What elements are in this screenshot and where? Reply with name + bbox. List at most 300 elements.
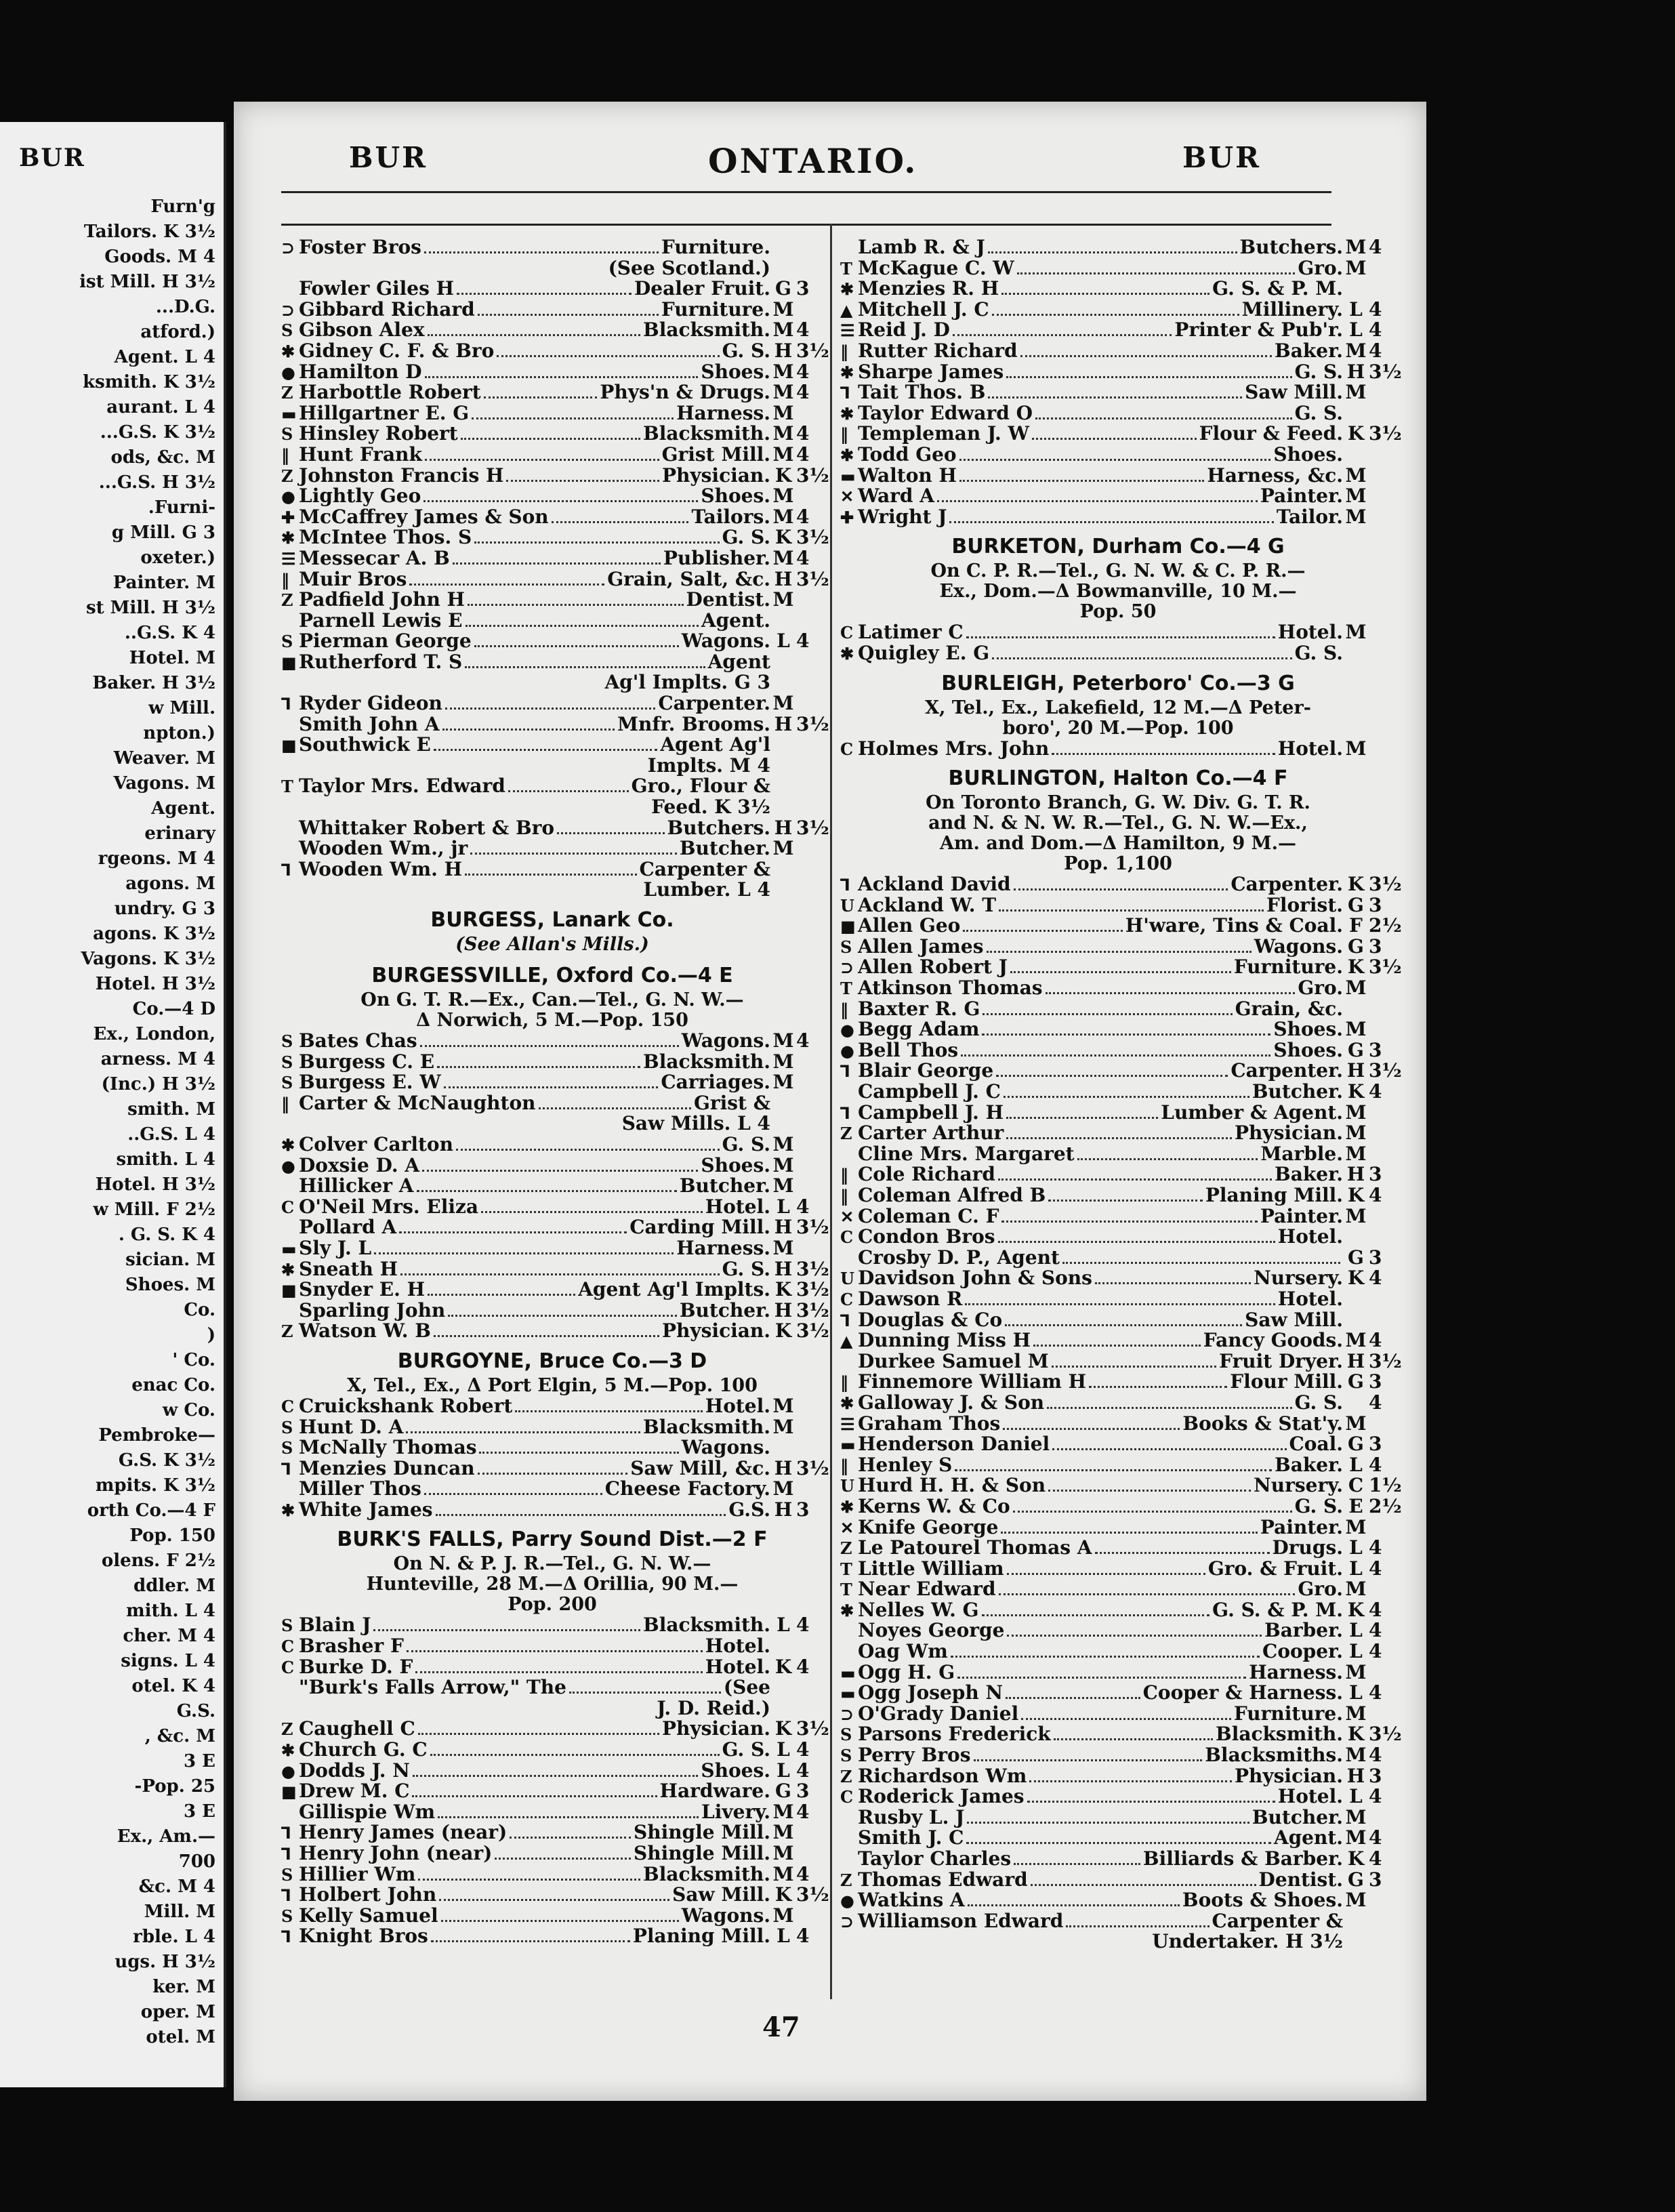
leader-dots — [413, 1775, 699, 1777]
credit-rating: L — [1349, 1640, 1363, 1663]
credit-rating: M — [1345, 485, 1367, 508]
credit-rating: L — [777, 1195, 790, 1218]
listing-name: Padfield John H — [299, 588, 465, 611]
listing-row — [840, 1268, 1396, 1289]
listing-name: McKague C. W — [858, 256, 1014, 279]
business-symbol-icon: ▬ — [840, 1435, 856, 1455]
credit-rating: M — [772, 837, 794, 860]
listing-name: Templeman J. W — [858, 422, 1029, 445]
listing-row — [840, 1723, 1402, 1746]
business-symbol-icon: ● — [281, 362, 295, 382]
pay-rating: 4 — [1369, 1785, 1382, 1808]
business-symbol-icon: C — [840, 739, 854, 759]
leader-dots — [1014, 1863, 1140, 1865]
listing-name: Taylor Charles — [858, 1847, 1012, 1870]
left-page-line: Furn'g — [150, 197, 215, 217]
left-page-line: atford.) — [140, 322, 215, 342]
credit-rating: G — [1348, 1868, 1364, 1891]
town-description: Pop. 200 — [508, 1594, 597, 1616]
listing-business: G. S. — [1294, 1494, 1343, 1517]
listing-business: Saw Mill, &c. — [630, 1456, 770, 1479]
left-page-line: undry. G 3 — [114, 899, 215, 919]
leader-dots — [1031, 1884, 1256, 1886]
leader-dots — [1004, 1096, 1249, 1098]
listing-name: Roderick James — [858, 1785, 1025, 1808]
listing-name: Nelles W. G — [858, 1598, 979, 1621]
leader-dots — [424, 1493, 602, 1495]
left-page-line: -Pop. 25 — [134, 1776, 215, 1797]
left-page-line: 3 E — [184, 1801, 215, 1822]
listing-row — [281, 693, 823, 714]
listing-row — [840, 1393, 1396, 1414]
town-description: Am. and Dom.—Δ Hamilton, 9 M.— — [940, 833, 1296, 855]
listing-business: Dentist. — [1258, 1868, 1343, 1891]
business-symbol-icon: ⅂ — [281, 1844, 291, 1864]
leader-dots — [409, 583, 604, 586]
listing-name: Harbottle Robert — [299, 381, 481, 404]
pay-rating: 4 — [1369, 1640, 1382, 1663]
pay-rating: 4 — [1369, 1536, 1382, 1559]
pay-rating: 4 — [1369, 1267, 1382, 1290]
credit-rating: K — [1347, 1184, 1365, 1206]
business-symbol-icon: ✕ — [840, 1206, 854, 1227]
listing-name: Smith John A — [299, 712, 440, 735]
listing-name: Rusby L. J — [858, 1805, 965, 1828]
left-page-line: npton.) — [143, 723, 215, 743]
pay-rating: 3½ — [796, 1319, 829, 1343]
listing-row — [840, 1040, 1396, 1061]
listing-row — [840, 382, 1396, 403]
business-symbol-icon: S — [281, 321, 293, 341]
leader-dots — [966, 1842, 1270, 1844]
town-description: boro', 20 M.—Pop. 100 — [1002, 717, 1234, 739]
business-symbol-icon: ▬ — [281, 403, 297, 424]
listing-row — [840, 1683, 1396, 1704]
listing-business: Gro. — [1298, 977, 1343, 1000]
listing-business: Planing Mill. — [632, 1925, 770, 1948]
listing-name: Whittaker Robert & Bro — [299, 816, 555, 839]
leader-dots — [996, 1075, 1228, 1077]
credit-rating: K — [1347, 422, 1365, 445]
listing-business: Drugs. — [1272, 1536, 1343, 1559]
listing-name: Allen James — [858, 935, 984, 958]
business-symbol-icon: ⅂ — [840, 1061, 850, 1082]
listing-row — [840, 1372, 1396, 1393]
listing-row — [840, 279, 1396, 300]
business-symbol-icon: ⅂ — [840, 1103, 850, 1123]
business-symbol-icon: ✱ — [840, 643, 854, 663]
leader-dots — [1013, 1511, 1292, 1513]
left-page-line: ...G.S. K 3½ — [100, 422, 215, 443]
town-description: Pop. 50 — [1079, 601, 1157, 623]
listing-name: Parsons Frederick — [858, 1723, 1051, 1746]
leader-dots — [428, 1294, 575, 1296]
credit-rating: M — [772, 1394, 794, 1417]
listing-name: McNally Thomas — [299, 1436, 477, 1459]
listing-business: Wagons. — [681, 1436, 770, 1459]
leader-dots — [1027, 1801, 1275, 1803]
town-heading: BURKETON, Durham Co.—4 G — [951, 535, 1285, 559]
credit-rating: L — [777, 630, 790, 653]
listing-business: Nursery. — [1254, 1267, 1343, 1290]
listing-business: Saw Mill. — [672, 1883, 770, 1906]
listing-row — [840, 956, 1402, 979]
leader-dots — [470, 853, 677, 855]
leader-dots — [999, 1593, 1296, 1595]
left-page-line: oxeter.) — [140, 548, 215, 568]
credit-rating: K — [1347, 1723, 1365, 1746]
leader-dots — [1007, 1635, 1262, 1637]
business-symbol-icon: ✱ — [281, 1500, 295, 1520]
pay-rating: 4 — [796, 1029, 810, 1052]
pay-rating: 4 — [1369, 1826, 1382, 1849]
listing-row — [281, 339, 829, 362]
listing-business: Hotel. — [705, 1195, 770, 1218]
listing-row — [281, 1657, 823, 1678]
credit-rating: C — [1348, 1474, 1364, 1497]
listing-name: Cruickshank Robert — [299, 1394, 513, 1417]
leader-dots — [420, 1045, 679, 1047]
listing-name: Finnemore William H — [858, 1370, 1087, 1393]
business-symbol-icon: ▲ — [840, 300, 853, 320]
leader-dots — [1001, 1221, 1257, 1223]
left-page-line: Hotel. H 3½ — [95, 974, 215, 994]
business-symbol-icon: ▬ — [840, 466, 856, 486]
credit-rating: K — [774, 1655, 792, 1678]
listing-name: Sparling John — [299, 1298, 446, 1322]
pay-rating: 4 — [1369, 1453, 1382, 1476]
listing-continuation: Saw Mills. L 4 — [621, 1112, 770, 1135]
listing-row — [281, 567, 829, 590]
listing-name: Little William — [858, 1557, 1004, 1580]
credit-rating: H — [774, 1257, 793, 1280]
header-rule-bottom — [281, 224, 1331, 226]
business-symbol-icon: ✱ — [840, 445, 854, 465]
listing-business: Painter. — [1260, 1204, 1343, 1227]
listing-business: Gro. — [1298, 256, 1343, 279]
pay-rating: 3½ — [796, 1883, 829, 1906]
pay-rating: 3 — [1369, 1764, 1382, 1787]
listing-row — [840, 643, 1396, 664]
left-page-line: smith. M — [127, 1099, 215, 1120]
listing-row — [281, 1093, 823, 1114]
business-symbol-icon: ‖ — [840, 424, 848, 445]
business-symbol-icon: ✕ — [840, 1517, 854, 1538]
listing-name: Campbell J. C — [858, 1080, 1001, 1103]
pay-rating: 4 — [1369, 298, 1382, 321]
leader-dots — [1062, 1262, 1340, 1264]
credit-rating: M — [772, 1071, 794, 1094]
listing-name: Southwick E — [299, 733, 431, 756]
listing-row — [281, 1155, 823, 1176]
listing-business: Blacksmith. — [643, 319, 770, 342]
credit-rating: M — [772, 485, 794, 508]
business-symbol-icon: ⅂ — [281, 1885, 291, 1906]
listing-row — [281, 526, 829, 549]
listing-business: Harness. — [676, 401, 770, 424]
listing-row — [281, 611, 823, 632]
listing-row — [281, 1031, 823, 1052]
business-symbol-icon: T — [281, 777, 293, 797]
listing-name: Henry James (near) — [299, 1821, 508, 1844]
pay-rating: 3 — [796, 1780, 810, 1803]
leader-dots — [982, 1614, 1210, 1616]
listing-name: Henley S — [858, 1453, 953, 1476]
listing-business: Shoes. — [701, 485, 770, 508]
listing-row — [840, 1890, 1396, 1911]
listing-row — [840, 937, 1396, 958]
business-symbol-icon: Z — [840, 1766, 852, 1786]
listing-business: Carriages. — [661, 1071, 770, 1094]
left-page-line: Vagons. K 3½ — [81, 949, 215, 969]
pay-rating: 4 — [796, 1738, 810, 1761]
credit-rating: K — [1347, 1847, 1365, 1870]
listing-business: Physician. — [1234, 1764, 1343, 1787]
pay-rating: 4 — [796, 1759, 810, 1782]
credit-rating: M — [772, 1904, 794, 1927]
left-page-line: ...D.G. — [155, 297, 215, 317]
leader-dots — [1048, 1200, 1203, 1202]
listing-name: Allen Robert J — [858, 956, 1008, 979]
listing-row — [281, 1216, 829, 1239]
credit-rating: M — [772, 298, 794, 321]
business-symbol-icon: Z — [840, 1124, 852, 1144]
listing-name: Hunt Frank — [299, 443, 422, 466]
pay-rating: 4 — [1369, 1329, 1382, 1352]
listing-name: Noyes George — [858, 1619, 1005, 1642]
pay-rating: 4 — [1369, 236, 1382, 258]
pay-rating: 3 — [1369, 1868, 1382, 1891]
listing-business: Livery. — [701, 1800, 770, 1823]
leader-dots — [510, 1837, 631, 1839]
credit-rating: L — [777, 1614, 790, 1637]
credit-rating: H — [774, 339, 793, 362]
leader-dots — [479, 1452, 678, 1454]
credit-rating: M — [772, 319, 794, 342]
listing-name: Doxsie D. A — [299, 1153, 420, 1176]
left-page-line: w Co. — [162, 1400, 215, 1420]
listing-row — [281, 1761, 823, 1782]
header-center: ONTARIO. — [708, 141, 918, 181]
listing-business: Grist Mill. — [661, 443, 770, 466]
leader-dots — [999, 909, 1264, 912]
listing-business: Gro. & Fruit. — [1207, 1557, 1343, 1580]
listing-name: Todd Geo — [858, 443, 957, 466]
business-symbol-icon: Z — [281, 1322, 293, 1342]
listing-business: G. S. — [722, 1738, 770, 1761]
listing-name: Taylor Mrs. Edward — [299, 775, 505, 798]
listing-business: Shoes. — [1273, 1018, 1343, 1041]
left-page-line: cher. M 4 — [123, 1626, 215, 1646]
leader-dots — [1052, 753, 1275, 755]
listing-name: Walton H — [858, 464, 957, 487]
listing-business: Painter. — [1260, 1515, 1343, 1538]
listing-business: Billiards & Barber. — [1142, 1847, 1343, 1870]
listing-business: Grain, &c. — [1235, 997, 1343, 1020]
listing-row — [840, 1849, 1396, 1870]
listing-row — [840, 1164, 1396, 1185]
credit-rating: M — [1345, 1826, 1367, 1849]
listing-name: Blair George — [858, 1059, 994, 1082]
listing-business: Baker. — [1275, 339, 1343, 362]
listing-row — [281, 424, 823, 445]
listing-name: Taylor Edward O — [858, 401, 1033, 424]
leader-dots — [1048, 1490, 1251, 1492]
leader-dots — [992, 657, 1291, 659]
business-symbol-icon: ☰ — [281, 548, 296, 569]
credit-rating: K — [1347, 1080, 1365, 1103]
listing-name: Wooden Wm., jr — [299, 837, 468, 860]
listing-name: Caughell C — [299, 1717, 415, 1740]
listing-name: Knife George — [858, 1515, 999, 1538]
listing-row — [840, 486, 1396, 507]
listing-business: Shoes. — [1273, 1038, 1343, 1061]
listing-name: Galloway J. & Son — [858, 1391, 1045, 1414]
business-symbol-icon: ▲ — [840, 1331, 853, 1351]
left-page-header: BUR — [19, 144, 85, 172]
listing-business: Publisher. — [663, 546, 770, 569]
pay-rating: 3 — [1369, 1246, 1382, 1269]
left-page-line: w Mill. — [148, 698, 215, 718]
listing-row — [840, 507, 1396, 528]
listing-row — [840, 1059, 1402, 1082]
credit-rating: M — [772, 692, 794, 715]
leader-dots — [434, 749, 658, 751]
pay-rating: 1½ — [1369, 1474, 1402, 1497]
leader-dots — [1089, 1386, 1227, 1388]
listing-name: Ogg Joseph N — [858, 1681, 1004, 1704]
business-symbol-icon: ⊃ — [840, 958, 854, 978]
left-page-line: Pembroke— — [98, 1425, 215, 1446]
column-left — [281, 236, 829, 1948]
leader-dots — [1006, 1137, 1232, 1139]
pay-rating: 4 — [1369, 1681, 1382, 1704]
listing-business: Grain, Salt, &c. — [607, 567, 770, 590]
listing-business: Grist & — [693, 1091, 770, 1114]
listing-row — [281, 1456, 829, 1479]
left-page-line: ugs. H 3½ — [115, 1952, 215, 1972]
leader-dots — [418, 1879, 640, 1881]
left-page-line: orth Co.—4 F — [87, 1500, 215, 1521]
credit-rating: G — [1348, 1246, 1364, 1269]
listing-name: Wright J — [858, 505, 947, 528]
pay-rating: 4 — [796, 381, 810, 404]
listing-row — [281, 464, 829, 487]
credit-rating: G — [1348, 1038, 1364, 1061]
listing-business: Hotel. — [1277, 1287, 1343, 1310]
business-symbol-icon: ✱ — [840, 362, 854, 382]
credit-rating: M — [1345, 1412, 1367, 1435]
credit-rating: K — [774, 1319, 792, 1343]
leader-dots — [949, 521, 1273, 523]
listing-name: Quigley E. G — [858, 641, 990, 664]
listing-business: Carpenter. — [1231, 1059, 1343, 1082]
leader-dots — [1003, 1428, 1180, 1430]
listing-row — [281, 1479, 823, 1500]
listing-name: Pierman George — [299, 630, 472, 653]
listing-row — [281, 1926, 823, 1947]
credit-rating: H — [774, 1498, 793, 1521]
listing-business: Harness. — [1249, 1660, 1343, 1683]
leader-dots — [495, 1858, 631, 1860]
listing-row — [840, 1310, 1396, 1331]
leader-dots — [1095, 1552, 1270, 1554]
leader-dots — [428, 334, 640, 336]
leader-dots — [478, 314, 659, 316]
listing-name: Gibson Alex — [299, 319, 425, 342]
listing-row — [281, 507, 823, 528]
leader-dots — [569, 1692, 721, 1694]
leader-dots — [415, 1671, 702, 1673]
leader-dots — [1077, 1158, 1258, 1160]
credit-rating: M — [1345, 1744, 1367, 1767]
leader-dots — [418, 1733, 659, 1735]
leader-dots — [373, 1629, 640, 1631]
listing-row — [281, 838, 823, 859]
business-symbol-icon: T — [840, 258, 852, 279]
pay-rating: 3½ — [796, 1278, 829, 1301]
leader-dots — [425, 376, 699, 378]
pay-rating: 4 — [796, 443, 810, 466]
leader-dots — [400, 1273, 720, 1275]
listing-row — [840, 1349, 1402, 1372]
listing-business: G. S. — [1294, 1391, 1343, 1414]
pay-rating: 3½ — [1369, 1723, 1402, 1746]
left-page-line: Hotel. M — [129, 648, 215, 668]
listing-row — [281, 776, 823, 797]
left-page-line: Agent. — [151, 798, 215, 819]
listing-row — [840, 341, 1396, 362]
credit-rating: H — [1346, 1764, 1365, 1787]
credit-rating: H — [1346, 1059, 1365, 1082]
credit-rating: K — [774, 1278, 792, 1301]
left-page-line: Painter. M — [112, 573, 215, 593]
credit-rating: M — [772, 360, 794, 383]
leader-dots — [1014, 888, 1228, 890]
business-symbol-icon: ● — [840, 1891, 854, 1911]
town-description: On N. & P. J. R.—Tel., G. N. W.— — [393, 1553, 711, 1575]
listing-row — [281, 1500, 823, 1521]
listing-business: Gro. — [1298, 1578, 1343, 1601]
business-symbol-icon: ‖ — [840, 1455, 848, 1475]
credit-rating: M — [1345, 1101, 1367, 1124]
business-symbol-icon: ▬ — [840, 1683, 856, 1704]
listing-name: Hillier Wm — [299, 1862, 416, 1885]
business-symbol-icon: S — [281, 1616, 293, 1636]
listing-continuation: Lumber. L 4 — [643, 878, 770, 901]
business-symbol-icon: ‖ — [281, 1093, 289, 1113]
leader-dots — [1006, 1697, 1140, 1699]
listing-row — [840, 999, 1396, 1020]
listing-business: Dentist. — [686, 588, 770, 611]
credit-rating: L — [1349, 298, 1363, 321]
listing-row — [281, 590, 823, 611]
listing-business: G. S. & P. M. — [1212, 1598, 1343, 1621]
listing-name: Gillispie Wm — [299, 1800, 436, 1823]
listing-name: Condon Bros — [858, 1225, 995, 1248]
pay-rating: 3½ — [796, 464, 829, 487]
listing-row — [840, 237, 1396, 258]
pay-rating: 4 — [796, 1925, 810, 1948]
business-symbol-icon: ■ — [840, 916, 856, 937]
left-page-line: mpits. K 3½ — [95, 1475, 215, 1496]
credit-rating: M — [772, 1050, 794, 1073]
listing-business: Agent Ag'l — [660, 733, 770, 756]
listing-business: (See — [723, 1676, 770, 1699]
leader-dots — [1066, 1925, 1209, 1927]
listing-row — [281, 300, 823, 321]
leader-dots — [457, 293, 632, 295]
